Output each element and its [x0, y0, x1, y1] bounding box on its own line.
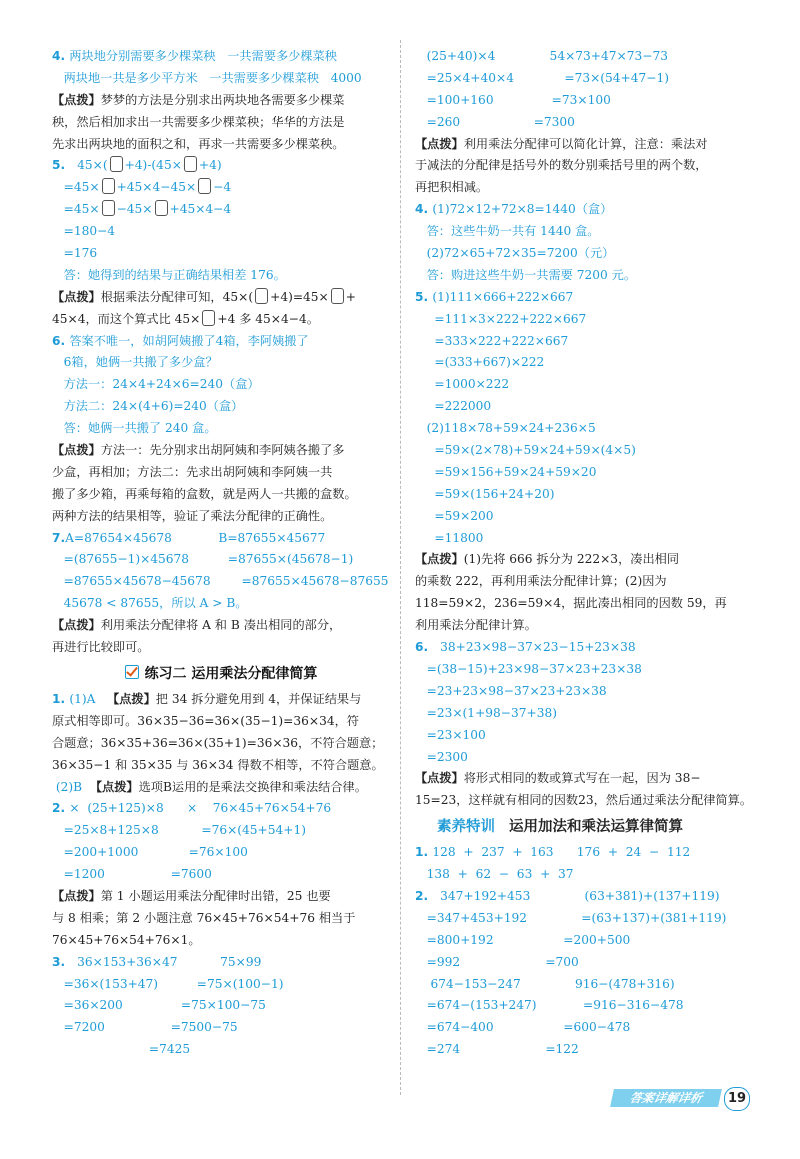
text-segment: 两块地分别需要多少棵菜秧 一共需要多少棵菜秧	[69, 49, 337, 63]
text-segment: 15=23，这样就有相同的因数23，然后通过乘法分配律简算。	[415, 793, 753, 808]
text-segment: 36×153+36×47 75×99	[69, 954, 262, 969]
answer-line	[52, 199, 390, 221]
text-segment: (2)118×78+59×24+236×5	[415, 421, 596, 436]
text-segment: =(87655−1)×45678 =87655×(45678−1)	[52, 552, 354, 567]
hint-line	[52, 462, 390, 484]
text-segment: 128 + 237 + 163 176 + 24 − 112	[432, 845, 691, 860]
text-segment: =180−4	[52, 224, 116, 239]
text-segment: =333×222+222×667	[415, 333, 569, 348]
hint-line	[52, 309, 390, 331]
text-segment: =7425	[52, 1042, 191, 1057]
text-segment: +4 多 45×4−4。	[217, 311, 319, 326]
text-segment: +45×4−45×	[116, 180, 197, 195]
section-heading	[415, 812, 755, 842]
answer-line	[52, 1017, 390, 1039]
answer-line	[415, 703, 755, 725]
answer-line	[415, 974, 755, 996]
text-segment: (1)72×12+72×8=1440（盒）	[432, 202, 613, 217]
text-segment: 的乘数 222，再利用乘法分配律计算；(2)因为	[415, 574, 667, 589]
text-segment: −45×	[116, 202, 153, 217]
text-segment: =1200 =7600	[52, 867, 212, 882]
answer-line	[52, 46, 390, 68]
left-column	[52, 46, 390, 1061]
text-segment: 6箱，她俩一共搬了多少盒？	[52, 355, 218, 370]
hint-line	[52, 637, 390, 659]
text-segment: 347+192+453 (63+381)+(137+119)	[432, 888, 720, 903]
answer-line	[415, 637, 755, 659]
answer-line	[415, 221, 755, 243]
text-segment: =100+160 =73×100	[415, 92, 611, 107]
text-segment: =25×4+40×4 =73×(54+47−1)	[415, 70, 669, 85]
hint-label: 【点拨】	[52, 289, 101, 304]
text-segment: 利用乘法分配律将 A 和 B 凑出相同的部分，	[100, 618, 342, 633]
hint-line	[52, 440, 390, 462]
text-segment: =59×(156+24+20)	[415, 486, 555, 501]
answer-line	[52, 331, 390, 353]
answer-line	[415, 352, 755, 374]
answer-line	[415, 462, 755, 484]
text-segment: =36×(153+47) =75×(100−1)	[52, 976, 284, 991]
answer-line	[415, 309, 755, 331]
answer-line	[415, 659, 755, 681]
text-segment: 少盒，再相加；方法二：先求出胡阿姨和李阿姨一共	[52, 464, 333, 479]
answer-line	[415, 681, 755, 703]
column-divider	[400, 40, 401, 1095]
text-segment: −4	[213, 180, 232, 195]
text-segment: 答：她得到的结果与正确结果相差 176。	[52, 267, 286, 282]
answer-line	[415, 68, 755, 90]
answer-line	[52, 155, 390, 177]
text-segment: +4)	[198, 158, 222, 173]
answer-line	[52, 352, 390, 374]
text-segment: 选项B运用的是乘法交换律和乘法结合律。	[138, 779, 367, 794]
question-number: 6.	[52, 333, 70, 348]
answer-line	[52, 777, 390, 799]
hint-line	[415, 593, 755, 615]
hint-line	[415, 768, 755, 790]
blank-box-icon	[331, 288, 344, 304]
text-segment: =274 =122	[415, 1042, 579, 1057]
hint-line	[415, 615, 755, 637]
hint-line	[52, 506, 390, 528]
blank-box-icon	[202, 310, 215, 326]
text-segment: =992 =700	[415, 954, 579, 969]
text-segment: (1)A	[69, 691, 108, 706]
question-number: 4.	[52, 49, 70, 63]
answer-line	[415, 374, 755, 396]
answer-line	[52, 995, 390, 1017]
hint-line	[415, 571, 755, 593]
question-number: 6.	[415, 640, 433, 655]
answer-line	[52, 1039, 390, 1061]
answer-line	[415, 725, 755, 747]
blank-box-icon	[110, 156, 123, 172]
answer-line	[52, 374, 390, 396]
hint-label: 【点拨】	[415, 771, 464, 786]
answer-line	[52, 689, 390, 711]
checkbox-icon	[125, 665, 139, 679]
text-segment: =45×	[52, 202, 100, 217]
text-segment: 于减法的分配律是括号外的数分别乘括号里的两个数，	[415, 158, 708, 173]
answer-line	[52, 68, 390, 90]
text-segment: =25×8+125×8 =76×(45+54+1)	[52, 823, 306, 838]
text-segment: =(38−15)+23×98−37×23+23×38	[415, 661, 642, 676]
answer-line	[415, 90, 755, 112]
question-number: 4.	[415, 202, 433, 217]
text-segment: 方法一：24×4+24×6=240（盒）	[52, 377, 260, 392]
text-segment: =23×(1+98−37+38)	[415, 705, 557, 720]
answer-line	[52, 974, 390, 996]
text-segment: 76×45+76×54+76×1。	[52, 932, 201, 947]
section-heading	[52, 659, 390, 689]
answer-line	[415, 418, 755, 440]
hint-label: 【点拨】	[52, 888, 101, 903]
answer-line	[52, 243, 390, 265]
text-segment: =59×156+59×24+59×20	[415, 464, 597, 479]
answer-line	[415, 396, 755, 418]
hint-label: 【点拨】	[107, 691, 156, 706]
text-segment: =111×3×222+222×667	[415, 311, 587, 326]
text-segment: 答：购进这些牛奶一共需要 7200 元。	[415, 267, 637, 282]
hint-line	[415, 177, 755, 199]
text-segment: 138 + 62 − 63 + 37	[415, 867, 574, 882]
text-segment: =36×200 =75×100−75	[52, 998, 266, 1013]
question-number: 2.	[415, 888, 433, 903]
text-segment: 将形式相同的数或算式写在一起，因为 38−	[463, 771, 701, 786]
hint-line	[52, 908, 390, 930]
blank-box-icon	[155, 200, 168, 216]
answer-line	[52, 221, 390, 243]
answer-line	[415, 747, 755, 769]
text-segment: =45×	[52, 180, 100, 195]
text-segment: =674−(153+247) =916−316−478	[415, 998, 684, 1013]
answer-line	[52, 571, 390, 593]
text-segment: 先求出两块地的面积之和，再求一共需要多少棵菜秧。	[52, 136, 345, 151]
answer-line	[52, 593, 390, 615]
text-segment: 合题意；36×35+36=36×(35+1)=36×36，不符合题意；	[52, 735, 384, 750]
text-segment: 第 1 小题运用乘法分配律时出错，25 也要	[100, 888, 331, 903]
text-segment: 再进行比较即可。	[52, 640, 150, 655]
text-segment: 方法一：先分别求出胡阿姨和李阿姨各搬了多	[100, 443, 345, 458]
question-number: 1.	[52, 691, 70, 706]
text-segment: =222000	[415, 399, 492, 414]
footer-label: 答案详解详析	[610, 1089, 722, 1107]
text-segment: 45678 < 87655，所以 A > B。	[52, 596, 248, 611]
answer-line	[52, 528, 390, 550]
text-segment: =23+23×98−37×23+23×38	[415, 683, 607, 698]
text-segment: =800+192 =200+500	[415, 932, 631, 947]
text-segment: =2300	[415, 749, 468, 764]
hint-line	[415, 549, 755, 571]
hint-line	[52, 287, 390, 309]
text-segment: (2)B	[52, 779, 90, 794]
text-segment: =200+1000 =76×100	[52, 845, 248, 860]
hint-line	[415, 790, 755, 812]
answer-line	[415, 1039, 755, 1061]
text-segment: 秧，然后相加求出一共需要多少棵菜秧；华华的方法是	[52, 114, 345, 129]
answer-line	[52, 265, 390, 287]
text-segment: 再把积相减。	[415, 180, 489, 195]
text-segment: 答案不唯一，如胡阿姨搬了4箱，李阿姨搬了	[69, 333, 309, 348]
text-segment: 梦梦的方法是分别求出两块地各需要多少棵菜	[100, 92, 345, 107]
hint-label: 【点拨】	[52, 92, 101, 107]
text-segment: =7200 =7500−75	[52, 1020, 238, 1035]
answer-line	[52, 396, 390, 418]
blank-box-icon	[102, 200, 115, 216]
answer-line	[415, 112, 755, 134]
question-number: 5.	[415, 289, 433, 304]
text-segment: 利用乘法分配律计算。	[415, 618, 537, 633]
text-segment: 38+23×98−37×23−15+23×38	[432, 640, 636, 655]
answer-line	[52, 177, 390, 199]
text-segment: =23×100	[415, 727, 486, 742]
text-segment: =347+453+192 =(63+137)+(381+119)	[415, 910, 727, 925]
answer-line	[52, 733, 390, 755]
text-segment: (25+40)×4 54×73+47×73−73	[415, 49, 668, 63]
hint-line	[415, 134, 755, 156]
answer-line	[415, 886, 755, 908]
text-segment: 利用乘法分配律可以简化计算，注意：乘法对	[463, 136, 708, 151]
text-segment: 原式相等即可。36×35−36=36×(35−1)=36×34，符	[52, 713, 359, 728]
blank-box-icon	[198, 178, 211, 194]
text-segment: A=87654×45678 B=87655×45677	[65, 530, 326, 545]
hint-line	[52, 134, 390, 156]
answer-line	[415, 484, 755, 506]
answer-line	[415, 528, 755, 550]
answer-line	[415, 842, 755, 864]
question-number: 7.	[52, 530, 66, 545]
answer-line	[415, 864, 755, 886]
answer-line	[415, 952, 755, 974]
text-segment: 两块地一共是多少平方米 一共需要多少棵菜秧 4000	[52, 70, 362, 85]
hint-line	[415, 155, 755, 177]
text-segment: 根据乘法分配律可知，45×(	[100, 289, 254, 304]
section-title: 运用加法和乘法运算律简算	[509, 819, 683, 836]
section-tag: 素养特训	[437, 819, 495, 836]
answer-line	[415, 243, 755, 265]
answer-line	[415, 331, 755, 353]
answer-line	[52, 820, 390, 842]
answer-line	[415, 287, 755, 309]
answer-line	[415, 930, 755, 952]
hint-line	[52, 930, 390, 952]
answer-line	[52, 418, 390, 440]
answer-line	[415, 1017, 755, 1039]
text-segment: 与 8 相乘；第 2 小题注意 76×45+76×54+76 相当于	[52, 910, 356, 925]
text-segment: 把 34 拆分避免用到 4，并保证结果与	[155, 691, 362, 706]
answer-line	[52, 842, 390, 864]
answer-line	[52, 755, 390, 777]
text-segment: =(333+667)×222	[415, 355, 545, 370]
text-segment: 45×4，而这个算式比 45×	[52, 311, 201, 326]
text-segment: 45×(	[69, 158, 108, 173]
hint-label: 【点拨】	[52, 618, 101, 633]
text-segment: +	[345, 289, 356, 304]
answer-line	[52, 864, 390, 886]
answer-line	[52, 711, 390, 733]
answer-line	[415, 506, 755, 528]
answer-line	[415, 199, 755, 221]
text-segment: +4)-(45×	[124, 158, 182, 173]
text-segment: =59×(2×78)+59×24+59×(4×5)	[415, 443, 636, 458]
text-segment: =59×200	[415, 508, 494, 523]
text-segment: 答：这些牛奶一共有 1440 盒。	[415, 224, 600, 239]
hint-line	[52, 112, 390, 134]
text-segment: =260 =7300	[415, 114, 575, 129]
text-segment: 118=59×2，236=59×4，据此凑出相同的因数 59，再	[415, 596, 727, 611]
answer-line	[52, 952, 390, 974]
section-title: 练习二 运用乘法分配律简算	[144, 665, 318, 682]
text-segment: 674−153−247 916−(478+316)	[415, 976, 675, 991]
question-number: 1.	[415, 845, 433, 860]
right-column	[415, 46, 755, 1061]
text-segment: +4)=45×	[270, 289, 329, 304]
text-segment: =87655×45678−45678 =87655×45678−87655	[52, 574, 389, 589]
blank-box-icon	[255, 288, 268, 304]
text-segment: (1)111×666+222×667	[432, 289, 574, 304]
hint-label: 【点拨】	[89, 779, 139, 794]
text-segment: =11800	[415, 530, 484, 545]
text-segment: 答：她俩一共搬了 240 盒。	[52, 421, 217, 436]
text-segment: (2)72×65+72×35=7200（元）	[415, 246, 615, 261]
question-number: 5.	[52, 158, 70, 173]
question-number: 2.	[52, 801, 70, 816]
page-number: 19	[724, 1087, 750, 1111]
text-segment: =176	[52, 246, 98, 261]
text-segment: 36×35−1 和 35×35 与 36×34 得数不相等，不符合题意。	[52, 757, 384, 772]
text-segment: × (25+125)×8 × 76×45+76×54+76	[69, 801, 332, 816]
hint-label: 【点拨】	[52, 443, 101, 458]
text-segment: 两种方法的结果相等，验证了乘法分配律的正确性。	[52, 508, 333, 523]
hint-line	[52, 90, 390, 112]
text-segment: (1)先将 666 拆分为 222×3，凑出相同	[463, 552, 680, 567]
text-segment: =1000×222	[415, 377, 510, 392]
answer-line	[415, 46, 755, 68]
hint-line	[52, 615, 390, 637]
text-segment: 搬了多少箱，再乘每箱的盒数，就是两人一共搬的盒数。	[52, 486, 357, 501]
text-segment: 方法二：24×(4+6)=240（盒）	[52, 399, 244, 414]
answer-line	[415, 265, 755, 287]
answer-line	[415, 995, 755, 1017]
text-segment: +45×4−4	[169, 202, 232, 217]
answer-line	[415, 908, 755, 930]
hint-line	[52, 886, 390, 908]
hint-label: 【点拨】	[415, 136, 464, 151]
question-number: 3.	[52, 954, 70, 969]
hint-label: 【点拨】	[415, 552, 464, 567]
answer-line	[52, 549, 390, 571]
text-segment: =674−400 =600−478	[415, 1020, 631, 1035]
hint-line	[52, 484, 390, 506]
blank-box-icon	[184, 156, 197, 172]
answer-line	[52, 798, 390, 820]
answer-line	[415, 440, 755, 462]
blank-box-icon	[102, 178, 115, 194]
